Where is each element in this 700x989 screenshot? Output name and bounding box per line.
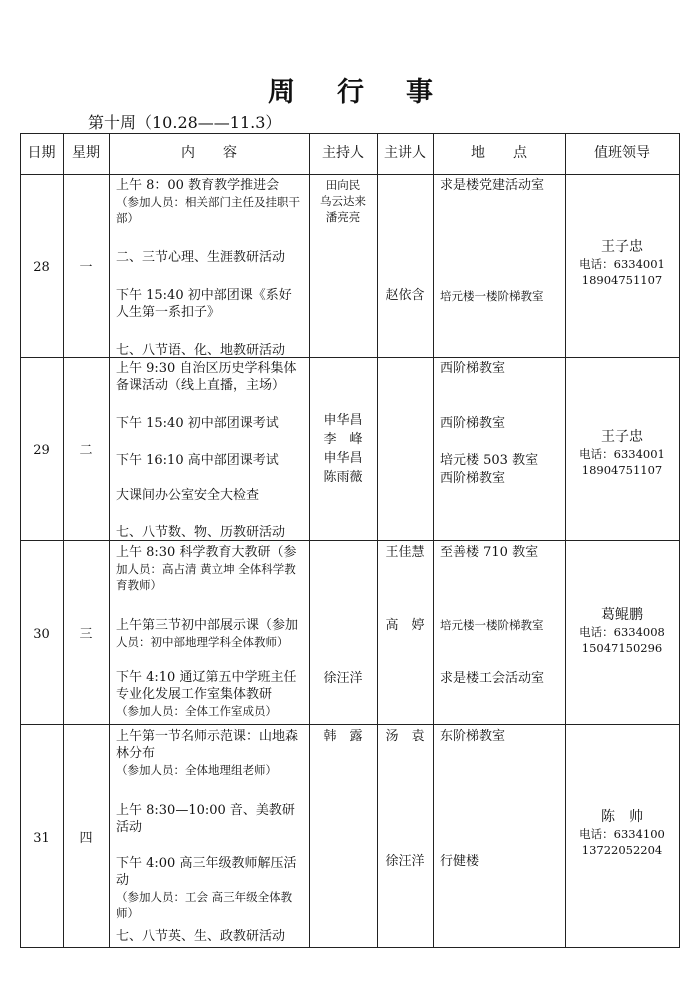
content-item-note: （参加人员：相关部门主任及挂职干部） bbox=[116, 195, 300, 225]
leader-name: 王子忠 bbox=[601, 429, 643, 445]
content-item-text: 上午第三节初中部展示课（参加 bbox=[116, 618, 299, 633]
speaker-name: 汤 袁 bbox=[385, 729, 425, 744]
date-cell: 29 bbox=[33, 443, 50, 458]
date-cell: 30 bbox=[33, 627, 50, 642]
leader-name: 王子忠 bbox=[601, 239, 643, 255]
content-item: 大课间办公室安全大检查 bbox=[116, 488, 260, 503]
leader-mobile: 18904751107 bbox=[581, 273, 663, 287]
location: 至善楼 710 教室 bbox=[440, 545, 539, 560]
col-divider bbox=[109, 133, 110, 948]
leader-name: 陈 帅 bbox=[601, 809, 643, 825]
header-content: 内 容 bbox=[181, 145, 237, 161]
weekday-cell: 二 bbox=[79, 443, 93, 458]
speaker-name: 赵依含 bbox=[385, 288, 425, 303]
header-weekday: 星期 bbox=[72, 145, 100, 161]
speaker-name: 高 婷 bbox=[385, 618, 425, 633]
leader-name: 葛鲲鹏 bbox=[601, 607, 643, 623]
weekday-cell: 三 bbox=[79, 627, 93, 642]
leader-mobile: 13722052204 bbox=[581, 843, 663, 857]
content-item: 下午 16:10 高中部团课考试 bbox=[116, 453, 279, 468]
content-item-note: 加人员：高占清 黄立坤 全体科学教育教师） bbox=[116, 562, 296, 592]
host-name: 陈雨薇 bbox=[323, 470, 363, 485]
content-item-note: （参加人员：全体工作室成员） bbox=[116, 704, 277, 718]
content-item bbox=[116, 728, 304, 778]
content-item bbox=[116, 177, 304, 226]
location: 行健楼 bbox=[440, 854, 480, 869]
content-item-text: 上午 8:30 科学教育大教研（参 bbox=[116, 545, 297, 560]
schedule-table bbox=[20, 133, 680, 948]
page-title-char-3: 事 bbox=[406, 77, 433, 108]
content-item: 七、八节英、生、政教研活动 bbox=[116, 929, 286, 944]
weekday-cell: 一 bbox=[79, 260, 93, 275]
content-item: 下午 15:40 初中部团课考试 bbox=[116, 416, 279, 431]
page-title-char-1: 周 bbox=[268, 77, 295, 108]
content-item: 上午 9:30 自治区历史学科集体备课活动（线上直播，主场） bbox=[116, 361, 297, 393]
speaker-name: 徐汪洋 bbox=[385, 854, 425, 869]
host-name: 申华昌 bbox=[323, 451, 363, 466]
content-item-text: 上午 8：00 教育教学推进会 bbox=[116, 178, 280, 193]
col-divider bbox=[377, 133, 378, 948]
duty-leader bbox=[565, 809, 679, 858]
duty-leader bbox=[565, 607, 679, 656]
col-divider bbox=[63, 133, 64, 948]
leader-phone: 电话：6334001 bbox=[579, 447, 665, 461]
header-host: 主持人 bbox=[322, 145, 364, 161]
content-item: 上午 8:30—10:00 音、美教研活动 bbox=[116, 803, 295, 835]
page-title-char-2: 行 bbox=[337, 77, 364, 108]
leader-phone: 电话：6334008 bbox=[579, 625, 665, 639]
table-header-divider bbox=[20, 174, 680, 175]
content-item bbox=[116, 544, 304, 593]
content-item bbox=[116, 855, 304, 921]
location: 培元楼 503 教室 bbox=[440, 453, 539, 468]
table-border-top bbox=[20, 133, 680, 134]
content-item-text: 下午 4:10 通辽第五中学班主任专业化发展工作室集体教研 bbox=[116, 670, 297, 702]
page-title bbox=[0, 70, 700, 106]
content-item: 七、八节语、化、地教研活动 bbox=[116, 343, 286, 358]
table-border-left bbox=[20, 133, 21, 948]
content-item-text: 上午第一节名师示范课：山地森林分布 bbox=[116, 729, 299, 761]
weekday-cell: 四 bbox=[79, 831, 93, 846]
leader-mobile: 15047150296 bbox=[581, 641, 663, 655]
header-date: 日期 bbox=[27, 145, 56, 161]
week-label: 第十周（10.28——11.3） bbox=[88, 113, 282, 132]
content-item-text: 下午 4:00 高三年级教师解压活动 bbox=[116, 856, 297, 888]
location: 西阶梯教室 bbox=[440, 416, 506, 431]
location: 东阶梯教室 bbox=[440, 729, 506, 744]
content-item: 下午 15:40 初中部团课《系好人生第一系扣子》 bbox=[116, 288, 292, 320]
location: 求是楼工会活动室 bbox=[440, 671, 545, 686]
location: 西阶梯教室 bbox=[440, 471, 506, 486]
table-border-right bbox=[679, 133, 680, 948]
leader-mobile: 18904751107 bbox=[581, 463, 663, 477]
content-item-note: （参加人员：全体地理组老师） bbox=[116, 763, 277, 777]
col-divider bbox=[309, 133, 310, 948]
date-cell: 28 bbox=[33, 260, 50, 275]
col-divider bbox=[433, 133, 434, 948]
table-border-bottom bbox=[20, 947, 680, 948]
date-cell: 31 bbox=[33, 831, 50, 846]
content-item: 二、三节心理、生涯教研活动 bbox=[116, 250, 286, 265]
host-name: 徐汪洋 bbox=[323, 671, 363, 686]
host-name: 乌云达来 bbox=[320, 194, 366, 208]
duty-leader bbox=[565, 429, 679, 478]
host-name: 潘亮亮 bbox=[325, 210, 361, 224]
row-divider bbox=[20, 724, 680, 725]
duty-leader bbox=[565, 239, 679, 288]
content-item-note: （参加人员：工会 高三年级全体教师） bbox=[116, 890, 293, 920]
content-item bbox=[116, 669, 304, 719]
location: 西阶梯教室 bbox=[440, 361, 506, 376]
header-leader: 值班领导 bbox=[594, 145, 650, 161]
host-name: 韩 露 bbox=[323, 729, 363, 744]
content-item-note: 人员：初中部地理学科全体教师） bbox=[116, 635, 289, 649]
header-location: 地 点 bbox=[471, 145, 527, 161]
location: 培元楼一楼阶梯教室 bbox=[440, 618, 544, 632]
leader-phone: 电话：6334100 bbox=[579, 827, 665, 841]
speaker-name: 王佳慧 bbox=[385, 545, 425, 560]
location: 培元楼一楼阶梯教室 bbox=[440, 289, 544, 303]
leader-phone: 电话：6334001 bbox=[579, 257, 665, 271]
location: 求是楼党建活动室 bbox=[440, 178, 545, 193]
content-item: 七、八节数、物、历教研活动 bbox=[116, 525, 286, 540]
host-name: 田向民 bbox=[325, 178, 361, 192]
host-name: 李 峰 bbox=[323, 432, 363, 447]
host-name: 申华昌 bbox=[323, 413, 363, 428]
content-item bbox=[116, 617, 304, 650]
header-speaker: 主讲人 bbox=[384, 145, 426, 161]
